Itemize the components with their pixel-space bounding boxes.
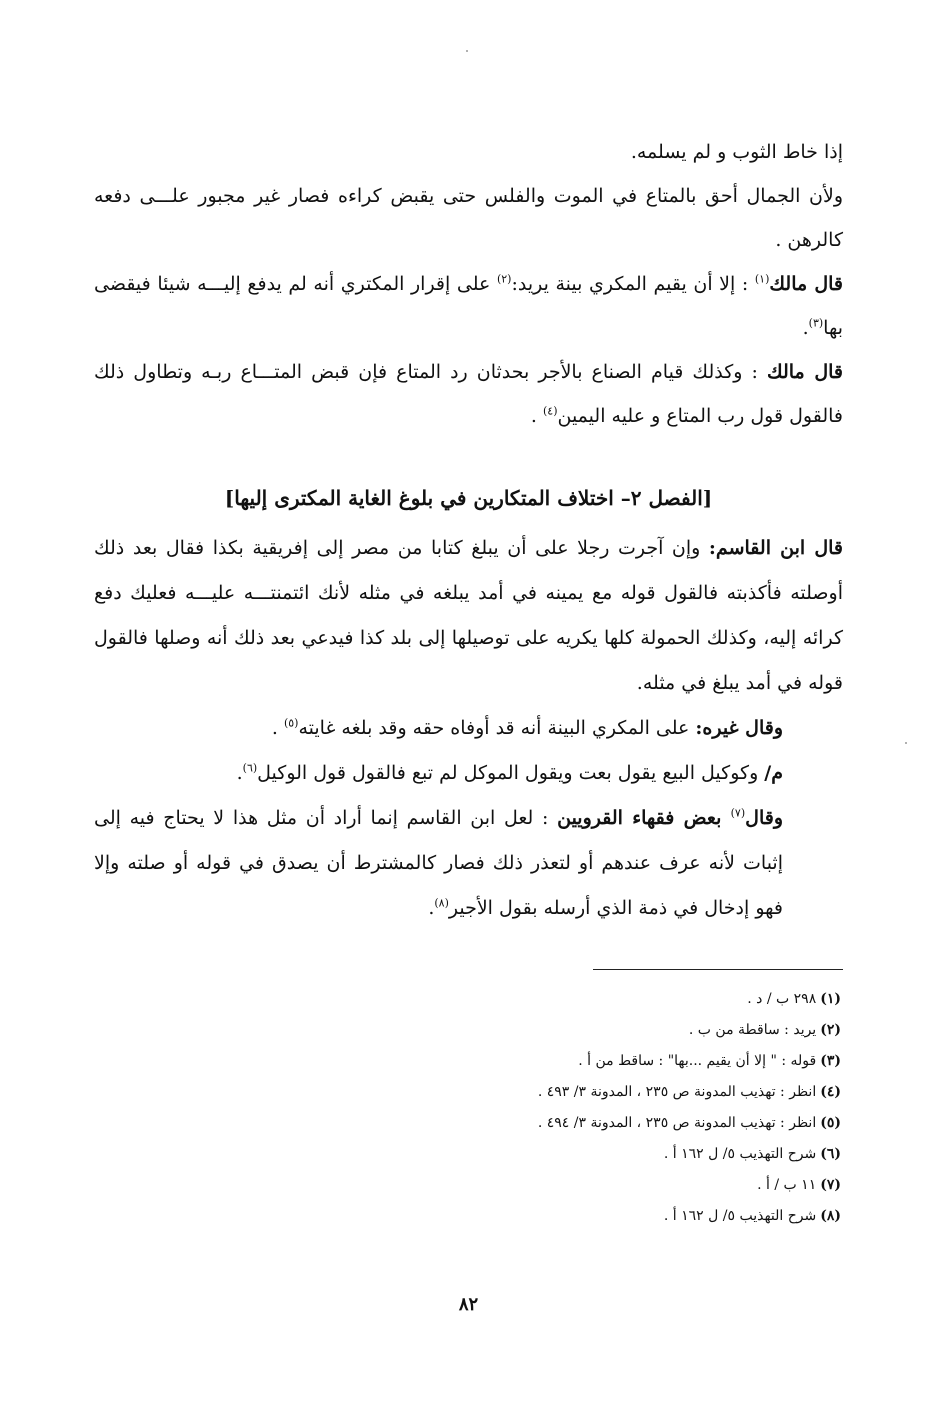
paragraph-text: . bbox=[530, 405, 543, 427]
paragraph-text: . bbox=[236, 762, 243, 784]
paragraph-text: وإن آجرت رجلا على أن يبلغ كتابا من مصر إلى إفريقية بكذا فقال بعد ذلك أوصلته فأكذبته فالقول قوله مع يمينه في أمد يبلغه في مثله لأنك ائتمنتـــه عليـــه فعليك دفع كرائه إليه، وكذلك الحمولة كلها يكريه على توصيلها إلى بلد كذا فيدعي بعد ذلك أنه وصلها فالقول قوله في أمد يبلغ في مثله. bbox=[94, 537, 843, 694]
footnote bbox=[94, 1015, 841, 1046]
footnote-ref: (٤) bbox=[542, 404, 558, 418]
paragraph-7 bbox=[94, 751, 843, 796]
paragraph-1 bbox=[94, 130, 843, 174]
paragraph-text: . bbox=[271, 717, 284, 739]
footnote-ref: (٥) bbox=[283, 716, 299, 730]
speaker-label: قال ابن القاسم: bbox=[708, 537, 843, 559]
paragraph-text: : إلا أن يقيم المكري بينة يريد: bbox=[511, 273, 755, 295]
speaker-label: قال مالك bbox=[769, 273, 843, 295]
footnote-ref: (٣) bbox=[808, 316, 824, 330]
footnote-ref: (٧) bbox=[730, 806, 746, 820]
footnote-ref: (١) bbox=[754, 272, 770, 286]
body-text-bottom bbox=[94, 526, 843, 931]
footnote-text: شرح التهذيب ٥/ ل ١٦٢ أ . bbox=[663, 1208, 817, 1224]
paragraph-8 bbox=[94, 796, 843, 931]
paragraph-text: : لعل ابن القاسم إنما أراد أن مثل هذا لا يحتاج فيه إلى إثبات لأنه عرف عندهم أو لتعذر ذلك فصار كالمشترط أن يصدق في قوله أو صلته وإلا فهو إدخال في ذمة الذي أرسله بقول الأجير bbox=[94, 807, 783, 919]
footnote-text: ١١ ب / أ . bbox=[757, 1177, 817, 1193]
section-heading: [الفصل ٢– اختلاف المتكارين في بلوغ الغاية المكترى إليها] bbox=[224, 486, 713, 510]
paragraph-text: . bbox=[428, 897, 435, 919]
paragraph-text: وكوكيل البيع يقول بعت ويقول الموكل لم تبع فالقول قول الوكيل bbox=[257, 762, 765, 784]
footnote bbox=[94, 1077, 841, 1108]
speaker-label: قال مالك bbox=[766, 361, 844, 383]
paragraph-text: ولأن الجمال أحق بالمتاع في الموت والفلس حتى يقبض كراءه فصار غير مجبور علـــى دفعه كالرهن . bbox=[94, 185, 843, 251]
paragraph-text: . bbox=[802, 317, 809, 339]
speaker-label: بعض فقهاء القرويين bbox=[557, 807, 731, 829]
footnote bbox=[94, 984, 841, 1015]
paragraph-3 bbox=[94, 262, 843, 350]
footnote bbox=[94, 1170, 841, 1201]
footnote-text: قوله : " إلا أن يقيم ...بها" : ساقط من أ . bbox=[578, 1053, 817, 1069]
footnote-divider bbox=[593, 969, 843, 970]
footnote-number: (٨) bbox=[820, 1208, 841, 1224]
paragraph-text: على المكري البينة أنه قد أوفاه حقه وقد بلغه غايته bbox=[298, 717, 696, 739]
footnote-number: (٣) bbox=[820, 1053, 841, 1069]
paragraph-text: على إقرار المكتري أنه لم يدفع إليـــه شيئا فيقضى بها bbox=[94, 273, 843, 339]
paragraph-6 bbox=[94, 706, 843, 751]
marker-label: م/ bbox=[764, 762, 783, 784]
paragraph-4 bbox=[94, 350, 843, 438]
footnote-text: يريد : ساقطة من ب . bbox=[688, 1022, 817, 1038]
footnote-ref: (٨) bbox=[434, 896, 449, 910]
footnote bbox=[94, 1201, 841, 1232]
footnote-text: انظر : تهذيب المدونة ص ٢٣٥ ، المدونة ٣/ ٤٩٤ . bbox=[537, 1115, 817, 1131]
footnote-text: ٢٩٨ ب / د . bbox=[747, 991, 817, 1007]
speaker-label: وقال bbox=[745, 807, 783, 829]
footnote bbox=[94, 1108, 841, 1139]
speaker-label: وقال غيره: bbox=[695, 717, 783, 739]
scan-speck bbox=[905, 742, 907, 744]
paragraph-5 bbox=[94, 526, 843, 706]
footnote bbox=[94, 1046, 841, 1077]
footnote-number: (٢) bbox=[820, 1022, 841, 1038]
paragraph-text: : وكذلك قيام الصناع بالأجر بحدثان رد المتاع فإن قبض المتـــاع ربـه وتطاول ذلك فالقول قول رب المتاع و عليه اليمين bbox=[94, 361, 843, 427]
footnote-text: شرح التهذيب ٥/ ل ١٦٢ أ . bbox=[663, 1146, 817, 1162]
footnote-ref: (٦) bbox=[242, 761, 258, 775]
page-number: ٨٢ bbox=[458, 1294, 479, 1315]
paragraph-2 bbox=[94, 174, 843, 262]
footnote-number: (٥) bbox=[820, 1115, 841, 1131]
footnote-number: (٤) bbox=[820, 1084, 841, 1100]
footnotes bbox=[94, 984, 841, 1232]
footnote-text: انظر : تهذيب المدونة ص ٢٣٥ ، المدونة ٣/ ٤٩٣ . bbox=[537, 1084, 817, 1100]
scan-speck bbox=[466, 50, 468, 52]
footnote-number: (٧) bbox=[820, 1177, 841, 1193]
paragraph-text: إذا خاط الثوب و لم يسلمه. bbox=[630, 141, 843, 163]
footnote-ref: (٢) bbox=[496, 272, 512, 286]
body-text-top bbox=[94, 130, 843, 438]
footnote bbox=[94, 1139, 841, 1170]
footnote-number: (١) bbox=[820, 991, 841, 1007]
footnote-number: (٦) bbox=[820, 1146, 841, 1162]
